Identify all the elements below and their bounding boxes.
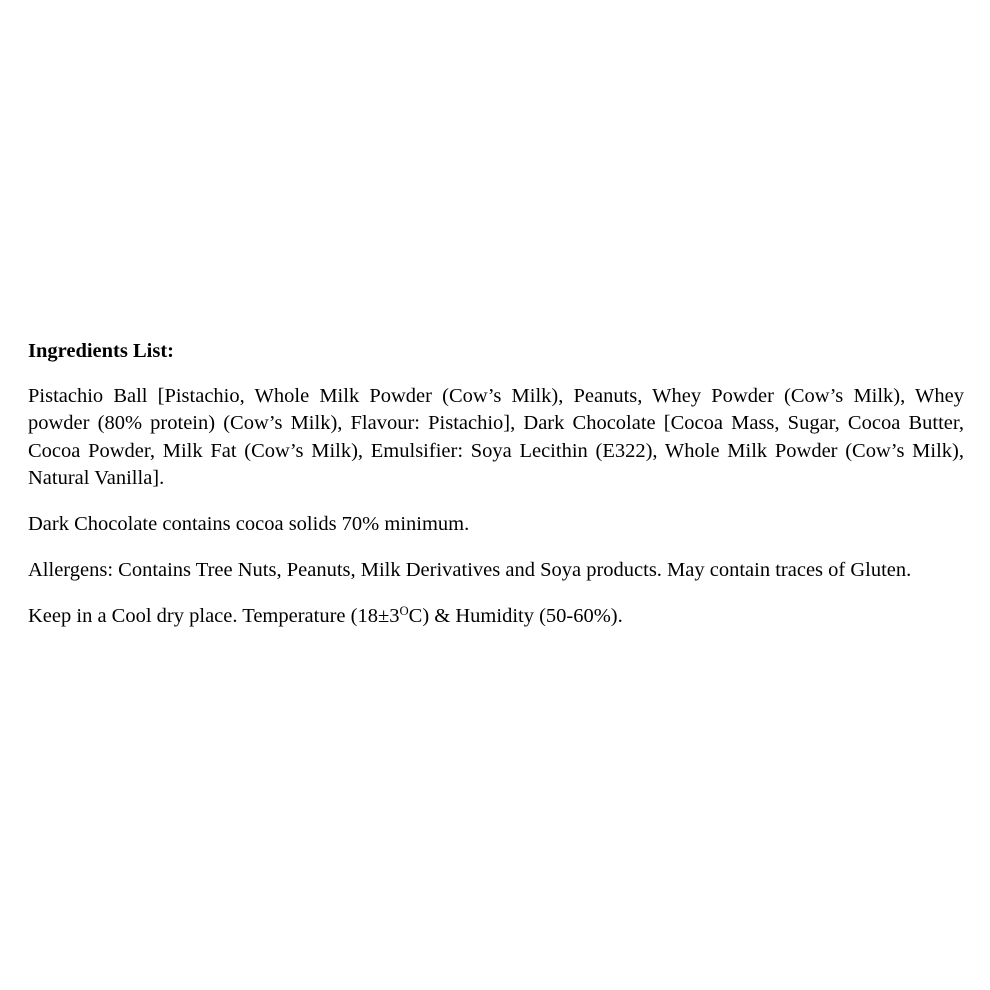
storage-paragraph: [28, 603, 964, 630]
allergens-paragraph: Allergens: Contains Tree Nuts, Peanuts, Milk Derivatives and Soya products. May contain traces of Gluten.: [28, 559, 912, 582]
degree-symbol: O: [399, 604, 409, 619]
storage-text-end: C) & Humidity (50-60%).: [408, 605, 623, 628]
ingredients-paragraph: Pistachio Ball [Pistachio, Whole Milk Powder (Cow’s Milk), Peanuts, Whey Powder (Cow’s Milk), Whey powder (80% protein) (Cow’s Milk), Flavour: Pistachio], Dark Chocolate [Cocoa Mass, Sugar, Cocoa Butter, Cocoa Powder, Milk Fat (Cow’s Milk), Emulsifier: Soya Lecithin (E322), Whole Milk Powder (Cow’s Milk), Natural Vanilla].: [28, 385, 964, 489]
storage-text-start: Keep in a Cool dry place. Temperature (18±3: [28, 605, 400, 628]
ingredients-document: [28, 338, 964, 650]
ingredients-heading: Ingredients List:: [28, 340, 174, 362]
cocoa-solids-note: Dark Chocolate contains cocoa solids 70% minimum.: [28, 513, 470, 536]
